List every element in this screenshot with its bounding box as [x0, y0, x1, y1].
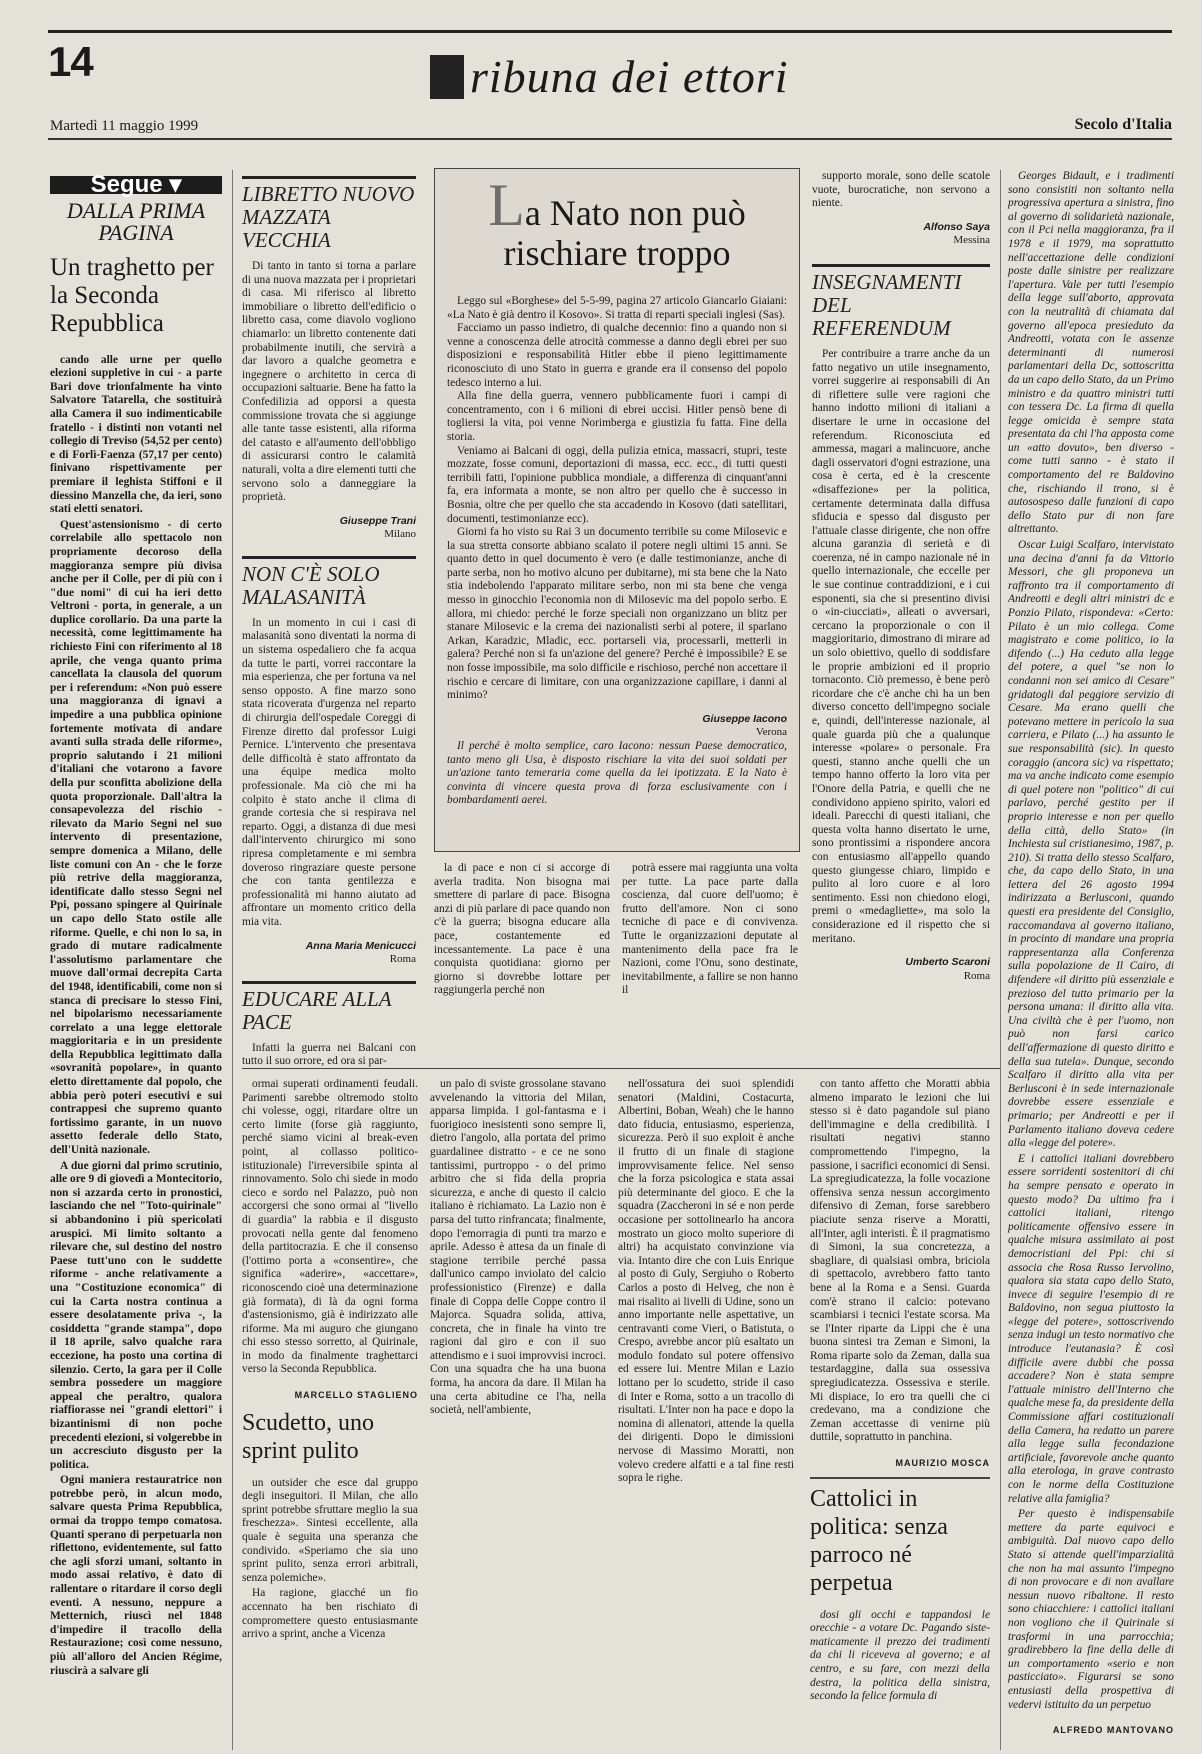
- letter-signature: Umberto Scaroni: [905, 956, 990, 969]
- featured-body: [435, 295, 799, 808]
- paragraph: Oscar Luigi Scalfaro, intervistato una decina d'anni fa da Vittorio Messori, che gli proponeva un raffronto tra il comportamento di Andreotti e degli altri ministri dc e Ponzio Pilato, rispondeva: «Certo: Pilato è un mio collega. Come magistrato e come politico, io la difendo (...) Ha ceduto alla legge del potere, a quel "se non lo condanni non sei amico di Cesare" gridatogli dal peggiore servizio di Cesare. Ma erano quelli che potevano mettere in pericolo la sua carriera, e Pilato (...) ha assunto le sue responsabilità (sic). In questo coraggio (ancora sic) va rispettato; ma va anche indicato come esempio di quel potere non "politico" di cui parlavo, perché gestito per il proprio interesse e non per quello della città, dello Stato» (in Inchiesta sul cristianesimo, 1987, p. 210). Si tratta dello stesso Scalfaro, che, da capo dello Stato, in una lettera del 26 agosto 1994 indirizzata a Berlusconi, quando questi era presidente del Consiglio, raccomandava al governo italiano, in procinto di mandare una propria rappresentanza alla Conferenza sulla popolazione de Il Cairo, di difendere «il diritto più essenziale e prezioso del tutto primario per la persona umana: il diritto alla vita. Una civiltà che è per l'uomo, non può non farsi carico dell'affermazione di questo diritto e della sua tutela». Dunque, secondo Scalfaro il diritto alla vita per Berlusconi è in sede internazionale dovrebbe essere essenziale e primario; per Andreotti e per il Parlamento italiano doveva cedere alla «legge del potere».: [1008, 539, 1174, 1150]
- column-mantovano: [1008, 170, 1174, 1748]
- featured-letter-box: [434, 168, 800, 852]
- letter-city: Roma: [389, 953, 416, 966]
- paragraph: Per questo è indispensabile mettere da parte equivoci e ambiguità. Dal nuovo capo dello Stato si attende quell'imparzialità che non ha mai assunto l'impegno di non provocare e di non avallare nessun nuovo ribaltone. Il resto sono chiacchiere: i cattolici italiani non vogliono che il Quirinale si trasformi in una parrocchia; gradirebbero la fine della delle di un comportamento «serio e non pasticciato». Figurarsi se sono entusiasti della prospettiva di vedervi istituito da un perpetuo: [1008, 1508, 1174, 1711]
- column-segue: [50, 171, 222, 1746]
- column-letters-2: [812, 170, 990, 1028]
- paragraph: Georges Bidault, e i tradimenti sono consistiti non soltanto nella progressiva apertura a sinistra, fino al governo di solidarietà nazionale, con il Pci nella maggioranza, fra il 1978 e il 1979, ma soprattutto nell'accettazione delle condizioni poste dalle sinistre per realizzare l'apertura. Vale per tutti l'esempio della legge sull'aborto, approvata con la neutralità di chiamata dal governo all'epoca presieduto da Andreotti, votata con le assenze determinanti di numerosi parlamentari della Dc, sottoscritta da un capo dello Stato, da un Primo ministro e da quattro ministri tutti con tessera Dc. La firma di quella legge omicida è sempre stata presentata da chi l'ha apposta come un «atto dovuto», ben diverso - come tutti sanno - è stato il comportamento del re Baldovino che, rischiando il trono, si è autosospeso dalle funzioni di capo dello Stato pur di non fare altrettanto.: [1008, 170, 1174, 536]
- paragraph: Giorni fa ho visto su Rai 3 un documento terribile su come Milosevic e la sua stretta consorte abbiano scalato il potere negli ultimi 15 anni. Se quanto detto in quel documento è vero (e dalle testimonianze, anche di parte serba, non ho motivo alcuno per dubitarne), mi sta bene che la Nato stia indebolendo l'apparato militare serbo, non mi sta bene che venga messo in ginocchio l'economia non di Milosevic ma del popolo serbo. E allora, mi chiedo: perché le forze speciali non organizzano un blitz per stanare Milosevic e la crema dei nazionalisti serbi al potere, il sparlano Arkan, Karadzic, Mladic, ecc. portarseli via, processarli, metterli in galera? Perché non si fa un'azione del genere? Perché è impossibile? E se non fosse impossibile, ma solo difficile e rischioso, perché non accettare il rischio e cercare di limitare, con una organizzazione capillare, i danni al minimo?: [447, 526, 787, 702]
- paragraph: dosi gli occhi e tappandosi le orecchie - a votare Dc. Pagando siste- maticamente il prezzo dei tradimenti da chi li riceveva al governo; e al centro, e su fare, con mezzi della destra, la politica della sinistra, secondo la felice formula di: [810, 1608, 990, 1703]
- column-traghetto-end: [242, 1078, 418, 1746]
- letter-text: Di tanto in tanto si torna a parlare di una nuova mazzata per i proprietari di casa. Mi riferisco al libretto immobiliare o libretto dell'edificio o libretto casa, come diavolo vogliono chiamarlo: un libretto contenente dati probabilmente inutili, che servirà a dar lavoro a qualche geometra e ingegnere o architetto in cerca di occupazioni saltuarie. Bene ha fatto la Confedilizia ad opporsi a questa commissione trovata che si aggiunge alle tante tasse esistenti, alla riforma del catasto e all'aumento dell'obbligo di assicurarsi contro le calamità naturali, volta a dire elementi tutti che servono solo a danneggiare la proprietà.: [242, 260, 416, 504]
- column-scudetto-3: [810, 1078, 990, 1746]
- letter-signature: Anna Maria Menicucci: [305, 939, 416, 952]
- paragraph: Veniamo ai Balcani di oggi, della pulizia etnica, massacri, stupri, teste mozzate, fosse comuni, deportazioni di massa, ecc. ecc., di tutti questi terribili fatti, l'opinione pubblica mondiale, a differenza di cinquant'anni fa, era informata a monte, se non altro per quello che è successo in Bosnia, oltre che per quello che sta accadendo in Kosovo (dati satellitari, documenti, testimonianze ecc).: [447, 444, 787, 525]
- column-scudetto-2: [618, 1078, 794, 1746]
- letter-signature: Giuseppe Trani: [339, 514, 416, 527]
- headline-cattolici: Cattolici in politica: senza parroco né perpetua: [810, 1485, 948, 1596]
- letter-city: Messina: [953, 234, 990, 247]
- editor-reply: Il perché è molto semplice, caro Iacono: nessun Paese democratico, tanto meno gli Usa, è disposto rischiare la vita dei suoi soldati per un'azione tanto temeraria come quella da lei ipotizzata. E la Nato è convinta di vincere questa prova di forza esclusivamente con i bombardamenti aerei.: [447, 740, 787, 807]
- dalla-prima-pagina: DALLA PRIMA PAGINA: [66, 197, 206, 245]
- column-scudetto-1: [430, 1078, 606, 1746]
- letter-city: Milano: [384, 528, 416, 541]
- column-pace-2: [622, 862, 798, 1022]
- section-divider: [242, 1068, 1000, 1069]
- column-divider: [1000, 170, 1001, 1750]
- masthead-block-icon: [430, 55, 464, 99]
- paragraph: E i cattolici italiani dovrebbero essere sorridenti sostenitori di chi ha sempre pensato e operato in questo modo? Da ultimo fra i cattolici italiani, ritengo politicamente offensivo essere in qualche misura assimilato ai post democristiani del Ppi: chi si associa che Rosa Russo Iervolino, qualora sia stata capo dello Stato, invece di seguire l'esempio di re Baldovino, non segua piuttosto la «legge del potere», sottoscrivendo senza indugi un testo normativo che introduce l'eutanasia? È così difficile avere dubbi che possa accadere? Non è stata sempre l'attuale ministro dell'Interno che qualche mese fa, da presidente della Commissione affari costituzionali della Camera, ha redatto un parere alla legge sulla fecondazione artificiale, favorevole anche quanto alla eterologa, in grave contrasto con le norme della Costituzione relative alla famiglia?: [1008, 1152, 1174, 1505]
- letter-text: Per contribuire a trarre anche da un fatto negativo un utile insegnamento, vorrei suggerire ai responsabili di An di riflettere sulle vere ragioni che hanno indotto milioni di italiani a disertare le urne in occasione del referendum. Riconosciuta ed ammessa, magari a malincuore, anche dagli osservatori d'ogni estrazione, una cosa è certa, ed è la crescente «disaffezione» per la politica, certamente determinata dalla diffusa sfiducia e spesso dal disgusto per l'attuale classe dirigente, che non offre alcuna garanzia di serietà e di coerenza, né in campo nazionale né in quello internazionale, che eccelle per le sue continue contraddizioni, e i cui esponenti, sia che si presentino divisi o «in-ciucciati», alleati o avversari, cercano la proporzionale o con il maggioritario, dimostrano di mirare ad un solo obiettivo, quello di soddisfare le proprie ambizioni ed il proprio tornaconto. Ciò premesso, è bene però ricordare che c'è anche chi ha un ben diverso concetto dell'impegno sociale e, quindi, dell'interesse nazionale, al quale guarda più che a qualunque interesse «polare» o personale. Fra questi, stanno anche quelli che un tempo hanno offerto la loro vita per l'Onore della Patria, e quelli che ne condividono appieno spirito, valori ed ideali. Parecchi di questi italiani, che questa volta hanno disertato le urne, sono prontissimi a rispondere ancora con entusiasmo all'appello quando questo giungesse chiaro, limpido e pulito al loro cuore e al loro sentimento. Essi non chiedono elogi, premi o «medagliette», ma solo la considerazione ed il rispetto che si meritano.: [812, 347, 990, 945]
- drop-cap: L: [488, 172, 525, 238]
- column-divider: [232, 170, 233, 1750]
- letter-signature: Alfonso Saya: [923, 220, 990, 233]
- letter-city: Verona: [755, 726, 787, 739]
- letter-heading-educare: EDUCARE ALLA PACE: [242, 981, 416, 1034]
- letter-heading-insegnamenti: INSEGNAMENTI DEL REFERENDUM: [812, 264, 990, 340]
- newspaper-name: Secolo d'Italia: [1074, 116, 1172, 133]
- letter-text: In un momento in cui i casi di malasanità sono diventati la norma di un sistema ospedaliero che fa acqua da tutte le parti, vorrei raccontare la mia esperienza, che per fortuna va nel senso opposto. A fine marzo sono stata ricoverata d'urgenza nel reparto di chirurgia dell'ospedale Coreggi di Firenze diretto dal professor Luigi Pernice. L'intervento che presentava delle difficoltà è stato affrontato da una équipe medica molto professionale. Ma ciò che mi ha colpito è stato anche il clima di grande cortesia che si respirava nel reparto. Oggi, a distanza di due mesi dall'intervento chirurgico mi sono ripresa completamente e mi sembra doveroso ringraziare queste persone che con tanta gentilezza e professionalità mi hanno aiutato ad affrontare un momento critico della mia vita.: [242, 616, 416, 928]
- paragraph: Leggo sul «Borghese» del 5-5-99, pagina 27 articolo Giancarlo Giaiani: «La Nato è già dentro il Kosovo». Si tratta di reparti speciali inglesi (Sas).: [447, 295, 787, 321]
- headline-scudetto: Scudetto, uno sprint pulito: [242, 1409, 374, 1464]
- column-pace-1: [434, 862, 610, 1022]
- section-divider: [810, 1477, 990, 1479]
- paragraph: ormai superati ordinamenti feudali. Parimenti sarebbe oltremodo stolto chi volesse, oggi, ritardare oltre un certo limite (forse già raggiunto, perché siamo vicini al break-even point, al collasso politico-istituzionale) l'irreversibile spinta al rinnovamento. Solo chi siede in modo cieco e sordo nel Palazzo, può non accorgersi che sono ormai al "livello di guardia" la rabbia e il disgusto provocati nella gente dal fenomeno della partitocrazia. E che il consenso (l'ottimo porta a «consentire», che significa «aderire», «accettare», riconoscendo cioè una determinazione già formata), di là da ogni forma d'astensionismo, già è indirizzato alle riforme. Ma mi auguro che giungano chi esso stesso sorretto, al Quirinale, in modo da finalmente traghettarci verso la Seconda Repubblica.: [242, 1078, 418, 1376]
- dateline: Martedì 11 maggio 1999: [50, 118, 199, 134]
- segue-banner: [50, 171, 222, 198]
- paragraph: Ogni maniera restauratrice non potrebbe però, in alcun modo, salvare questa Prima Repubblica, ormai da troppo tempo comatosa. Quanti sperano di perpetuarla non riflettono, evidentemente, sul fatto che agli sforzi umani, soltanto in modo assai relativo, è dato di rallentare o ritardare il corso degli eventi. A nessuno, neppure a Metternich, riuscì nel 1848 d'impedire il tracollo della Restaurazione; così come nessuno, più all'alloro del Ancien Régime, riuscirà a salvare gli: [50, 1474, 222, 1677]
- paragraph: con tanto affetto che Moratti abbia almeno imparato le lezioni che lui stesso si è dato pagandole sul piano dell'immagine e della credibilità. I risultati negativi stanno compromettendo l'impegno, la passione, i sacrifici economici di Sensi. La spregiudicatezza, la folle vocazione offensiva senza nessun accorgimento difensivo di Zeman, forse sarebbero piaciute senza riserve a Moratti, all'Inter, agli interisti. È il pragmatismo di Simoni, la sua concretezza, a sbagliare, di qualsiasi ombra, briciola di spettacolo, avrebbero fatto tanto bene al la Roma e a Sensi. Guarda com'è strano il calcio: potevano scambiarsi i tecnici l'estate scorsa. Ma se l'Inter riparte da Lippi che è una buona sintesi tra Zeman e Simoni, la Roma riparte solo da Zeman, dalla sua testardaggine, dalla sua ossessiva spregiudicatezza. Ossessiva e sterile. Mi dispiace, lo ero tra quelli che ci credevano, ma a condizione che Zeman accettasse di venirne più duttile, soprattutto in panchina.: [810, 1078, 990, 1444]
- segue-label: Segue: [90, 171, 163, 198]
- letter-heading-libretto: LIBRETTO NUOVO MAZZATA VECCHIA: [242, 176, 416, 252]
- page-number: 14: [48, 38, 93, 85]
- masthead-title: ribuna dei ettori: [470, 51, 789, 102]
- paragraph: Ha ragione, giacché un fio accennato ha ben rischiato di compromettere questo entusiasmante arrivo a sprint, anche a Vicenza: [242, 1587, 418, 1641]
- section-masthead: [430, 50, 789, 103]
- paragraph: cando alle urne per quello elezioni suppletive in cui - a parte Bari dove trionfalmente ha vinto Salvatore Tatarella, che sostituirà alla Camera il suo indimenticabile fratello - i distinti non votanti nel collegio di Treviso (54,52 per cento) e di Forlì-Faenza (57,17 per cento) finivano rispettivamente per premiare il leghista Stiffoni e il diessino Manzella che, da ieri, sono stati eletti senatori.: [50, 353, 222, 516]
- header-rule: [48, 138, 1172, 140]
- paragraph: un outsider che esce dal gruppo degli inseguitori. Il Milan, che allo sprint potrebbe sfruttare meglio la sua freschezza». Sintesi eccellente, alla quale è seguita una speranza che condivido. «Speriamo che sia uno sprint pulito, senza errori arbitrali, senza polemiche».: [242, 1476, 418, 1584]
- letter-signature: Giuseppe Iacono: [702, 712, 787, 725]
- letter-heading-malasanita: NON C'È SOLO MALASANITÀ: [242, 556, 416, 609]
- author-signature: ALFREDO MANTOVANO: [1052, 1725, 1174, 1736]
- paragraph: nell'ossatura dei suoi splendidi senatori (Maldini, Costacurta, Albertini, Boban, Weah) che le hanno dato fiducia, entusiasmo, esperienza, sicurezza. Però il suo exploit è anche il frutto di un finale di stagione improvvisamente felice. Nel senso che la forza psicologica e stata assai più determinante del gioco. E che la squadra (Zaccheroni in sé e non perde occasione per sottolinearlo ha ancora mostrato un gioco molto superiore di altri) ha acquistato convinzione via via. Intanto dire che con Luis Enrique al posto di Guly, Sergiuho o Roberto Carlos a posto di Helveg, che non è mai risalito ai livelli di Udine, sono un anno importante nelle aspettative, un centravanti come Vieri, o Batistuta, o Crespo, avrebbe ancor più esaltato un modulo fondato sul potere offensivo ed essere lui. Mentre Milan e Lazio lottano per lo scudetto, stride il caso di Inter e Roma, sotto a un tracollo di risultati. L'Inter non ha pace e dopo la nomina di allenatori, attende la quella dei dirigenti. Dopo le dimissioni nervose di Massimo Moratti, non volevo credere alfatti e a tal fine resti sopra le righe.: [618, 1078, 794, 1485]
- paragraph: Facciamo un passo indietro, di qualche decennio: fino a quando non si venne a conoscenza delle atrocità commesse a danno degli ebrei per suo disposizioni e responsabilità Hitler ebbe il pieno legittimamente riconosciuto di uno Stato in guerra e grande era il consenso del popolo tedesco interno a lui.: [447, 322, 787, 389]
- paragraph: Quest'astensionismo - di certo correlabile allo spettacolo non propriamente decoroso della maggioranza sempre più divisa anche per il Colle, per di più con i "due nomi" di cui ha ieri detto Veltroni - porta, in generale, a un duplice corollario. Da una parte la necessità, come legittimamente ha richiesto Fini con riferimento al 18 aprile, che venga quanto prima cancellata la clausola del quorum per i referendum: «Non può essere una maggioranza di ignavi a impedire a una pubblica opinione fortemente motivata di andare avanti sulla strada delle riforme», proprio salutando i 21 milioni d'italiani che votarono a favore della pur sconfitta abolizione della quota proporzionale. Dall'altra la consapevolezza del rischio - rilevato da Mario Segni nel suo intervento di presentazione, sempre domenica a Milano, delle liste comuni con An - che le forze più retrive della maggioranza, identificate dallo stesso Segni nel Ppi, possano spingere al Quirinale un capo dello Stato ostile alle riforme. Quelle, e chi non lo sa, in grado di mutare radicalmente l'assolutismo parlamentare che muove dall'ormai decrepita Carta del 1948, identificabili, come non si stanca di precisare lo stesso Fini, nel bipolarismo necessariamente correlato a una legge elettorale maggioritaria e in un presidente della Repubblica legittimato dalla «sovranità popolare», in quanto eletto direttamente dal popolo, che abbia però poteri esecutivi e sui contrappesi che supremo quanto fortissimo garante, in un nuovo assetto federale dello Stato, dell'Unità nazionale.: [50, 518, 222, 1157]
- letter-text: supporto morale, sono delle scatole vuote, burocratiche, non servono a niente.: [812, 170, 990, 210]
- paragraph: potrà essere mai raggiunta una volta per tutte. La pace parte dalla coscienza, dal cuore dell'uomo; è frutto dell'amore. Non ci sono tecniche di pace e di convivenza. Tutte le organizzazioni deputate al mantenimento della pace fra le Nazioni, come l'Onu, sono destinate, inevitabilmente, a fallire se non hanno il: [622, 862, 798, 997]
- arrow-down-icon: ▾: [169, 171, 182, 198]
- paragraph: la di pace e non ci si accorge di averla tradita. Non bisogna mai smettere di parlare di pace. Bisogna anzi di più parlare di pace quando non c'è la guerra; bisogna educare alla pace, costantemente ed incessantemente. La pace è una conquista quotidiana: giorno per giorno si dovrebbe lottare per raggiungerla perché non: [434, 862, 610, 997]
- featured-headline-text: a Nato non può rischiare troppo: [503, 193, 746, 273]
- author-signature: MAURIZIO MOSCA: [895, 1458, 990, 1469]
- paragraph: Alla fine della guerra, vennero pubblicamente fuori i campi di concentramento, con i 6 milioni di ebrei uccisi. Hitler pensò bene di togliersi la vita, poi venne Norimberga e giustizia fu fatta. Fine della storia.: [447, 390, 787, 443]
- top-rule: [48, 30, 1172, 33]
- headline-traghetto: Un traghetto per la Seconda Repubblica: [50, 253, 214, 337]
- letter-city: Roma: [963, 969, 990, 982]
- paragraph: un palo di sviste grossolane stavano avvelenando la vittoria del Milan, apparsa limpida. I gol-fantasma e i fuorigioco inesistenti sono sempre lì, dietro l'angolo, alla portata del primo guardalinee distratto - e ce ne sono tantissimi, purtroppo - o del primo arbitro che si fida della propria sicurezza, e anche di questo il calcio italiano è richiamato. La Lazio non è parsa del tutto rinfrancata; finalmente, dopo l'emorragia di punti tra marzo e aprile. Adesso è attesa da un finale di stagione terribile perché passa dall'unico campo inviolato del calcio professionistico (Firenze) e dalla finale di Coppa delle Coppe contro il Majorca. Squadra solida, attiva, concreta, che in finale ha vinto tre ragioni dal giro e con il suo attendismo e i suoi improvvisi incroci. Con una squadra che ha una buona forma, ha ancora da dare. Il Milan ha una certa abitudine ce l'ha, nella società, nell'ambiente,: [430, 1078, 606, 1417]
- column-letters-1: [242, 176, 416, 1068]
- letter-text: Infatti la guerra nei Balcani con tutto il suo orrore, ed ora si par-: [242, 1041, 416, 1068]
- paragraph: A due giorni dal primo scrutinio, alle ore 9 di giovedì a Montecitorio, non si azzarda certo in pronostici, lasciando che nel "Toto-quirinale" si abbandonino i più spericolati aruspici. Mi limito soltanto a rilevare che, sul destino del nostro Paese tutt'uno con le suddette riforme - anche relativamente a una "Costituzione economica" di cui la Carta nostra continua a essere desolatamente priva -, la cosiddetta "grande stampa", dopo il 18 aprile, salvo qualche rara eccezione, ha posto una cortina di silenzio. Certo, la gara per il Colle sembra possedere un maggiore appeal che peraltro, qualora riaffiorasse nei "grandi elettori" i bizantinismi di non poche precedenti elezioni, si volgerebbe in un accresciuto disgusto per la politica.: [50, 1159, 222, 1471]
- featured-headline: [435, 172, 799, 273]
- author-signature: MARCELLO STAGLIENO: [294, 1390, 418, 1401]
